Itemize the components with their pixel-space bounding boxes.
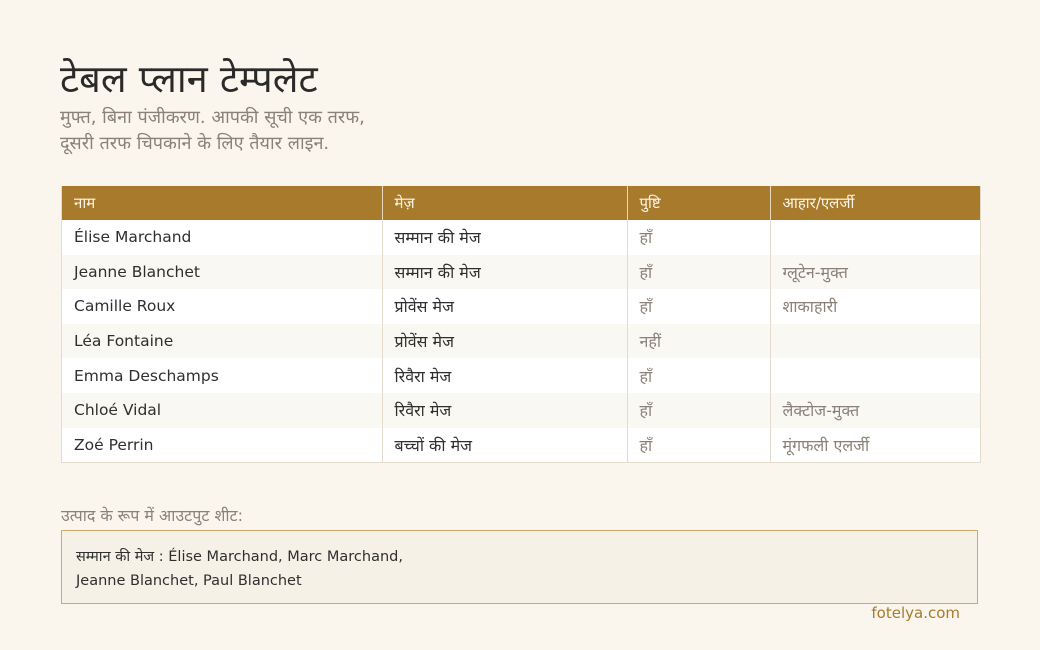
table-row[interactable] — [62, 255, 980, 290]
brand-link[interactable]: fotelya.com — [871, 604, 960, 622]
output-sheet[interactable] — [61, 530, 978, 604]
output-line: Jeanne Blanchet, Paul Blanchet — [76, 573, 302, 589]
cell-confirmed[interactable]: हाँ — [627, 358, 770, 393]
cell-table[interactable]: प्रोवेंस मेज — [382, 324, 627, 359]
subtitle-line: दूसरी तरफ चिपकाने के लिए तैयार लाइन. — [60, 133, 330, 154]
table-row[interactable] — [62, 289, 980, 324]
column-header-name[interactable]: नाम — [62, 186, 382, 220]
cell-diet[interactable] — [770, 324, 980, 359]
cell-confirmed[interactable]: हाँ — [627, 428, 770, 463]
table-row[interactable] — [62, 220, 980, 255]
cell-table[interactable]: सम्मान की मेज — [382, 255, 627, 290]
cell-diet[interactable]: मूंगफली एलर्जी — [782, 435, 870, 455]
subtitle-line: मुफ्त, बिना पंजीकरण. आपकी सूची एक तरफ, — [60, 107, 365, 128]
table-row[interactable] — [62, 393, 980, 428]
cell-table[interactable]: रिवैरा मेज — [382, 393, 627, 428]
cell-confirmed[interactable]: हाँ — [627, 220, 770, 255]
output-line: सम्मान की मेज : Élise Marchand, Marc Marchand, — [76, 549, 403, 565]
page-title: टेबल प्लान टेम्पलेट — [60, 57, 318, 101]
column-header-confirmed[interactable]: पुष्टि — [627, 186, 770, 220]
column-header-table[interactable]: मेज़ — [382, 186, 627, 220]
cell-name[interactable]: Camille Roux — [62, 289, 382, 324]
cell-table[interactable]: प्रोवेंस मेज — [382, 289, 627, 324]
column-header-diet[interactable]: आहार/एलर्जी — [770, 186, 980, 220]
cell-name[interactable]: Léa Fontaine — [62, 324, 382, 359]
cell-name[interactable]: Chloé Vidal — [62, 393, 382, 428]
cell-diet[interactable]: लैक्टोज-मुक्त — [770, 393, 980, 428]
cell-table[interactable]: बच्चों की मेज — [382, 428, 627, 463]
cell-confirmed[interactable]: हाँ — [627, 255, 770, 290]
table-row[interactable] — [62, 358, 980, 393]
cell-diet[interactable] — [770, 358, 980, 393]
cell-diet[interactable]: शाकाहारी — [782, 297, 838, 317]
cell-diet[interactable]: ग्लूटेन-मुक्त — [770, 255, 980, 290]
page-subtitle — [60, 105, 365, 157]
cell-confirmed[interactable]: हाँ — [627, 393, 770, 428]
cell-table[interactable]: रिवैरा मेज — [382, 358, 627, 393]
table-row[interactable] — [62, 324, 980, 359]
cell-diet[interactable] — [770, 220, 980, 255]
cell-name[interactable]: Jeanne Blanchet — [62, 255, 382, 290]
guest-table — [61, 186, 981, 463]
cell-confirmed[interactable]: हाँ — [627, 289, 770, 324]
cell-name[interactable]: Emma Deschamps — [62, 358, 382, 393]
output-label: उत्पाद के रूप में आउटपुट शीट: — [61, 506, 243, 525]
cell-name[interactable]: Zoé Perrin — [62, 428, 382, 463]
table-header-row — [62, 186, 980, 220]
cell-table[interactable]: सम्मान की मेज — [382, 220, 627, 255]
table-row[interactable] — [62, 428, 980, 463]
cell-name[interactable]: Élise Marchand — [62, 220, 382, 255]
cell-confirmed[interactable]: नहीं — [627, 324, 770, 359]
